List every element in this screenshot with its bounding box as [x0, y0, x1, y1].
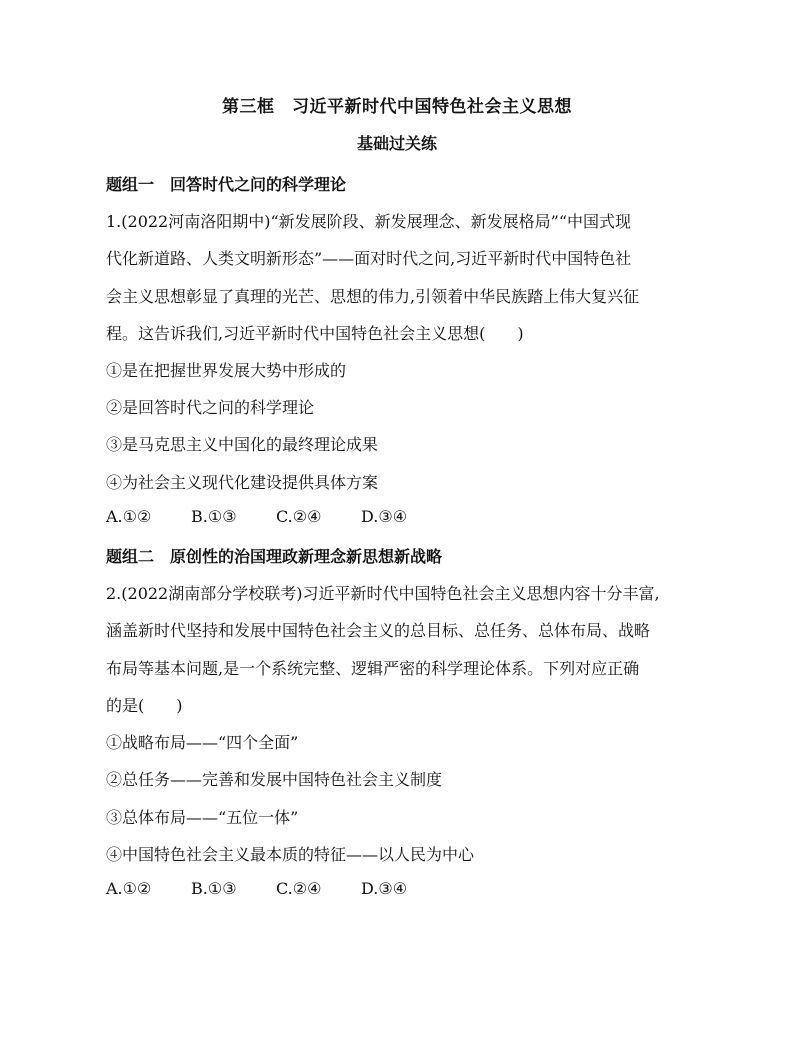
group-heading: 题组一 回答时代之问的科学理论 [106, 175, 347, 194]
choice-c: C.②④ [276, 879, 322, 898]
statement-item: ①是在把握世界发展大势中形成的 [106, 361, 347, 380]
page-subtitle: 基础过关练 [356, 134, 437, 153]
choice-a: A.①② [106, 507, 152, 526]
question-text-line: 1.(2022河南洛阳期中)“新发展阶段、新发展理念、新发展格局”“中国式现 [106, 212, 632, 231]
question-text-line: 布局等基本问题,是一个系统完整、逻辑严密的科学理论体系。下列对应正确 [106, 659, 640, 678]
statement-item: ②总任务——完善和发展中国特色社会主义制度 [106, 770, 443, 789]
question-text-line: 会主义思想彰显了真理的光芒、思想的伟力,引领着中华民族踏上伟大复兴征 [106, 287, 640, 306]
choice-b: B.①③ [191, 879, 237, 898]
question-text-line: 涵盖新时代坚持和发展中国特色社会主义的总目标、总任务、总体布局、战略 [106, 621, 651, 640]
question-text-line: 代化新道路、人类文明新形态”——面对时代之问,习近平新时代中国特色社 [106, 249, 632, 268]
choice-d: D.③④ [361, 507, 408, 526]
statement-item: ②是回答时代之问的科学理论 [106, 398, 315, 417]
statement-item: ④中国特色社会主义最本质的特征——以人民为中心 [106, 845, 475, 864]
statement-item: ①战略布局——“四个全面” [106, 733, 299, 752]
answer-choices [106, 879, 407, 898]
question-text-line: 2.(2022湖南部分学校联考)习近平新时代中国特色社会主义思想内容十分丰富, [106, 584, 660, 603]
choice-b: B.①③ [191, 507, 237, 526]
answer-choices [106, 507, 407, 526]
statement-item: ④为社会主义现代化建设提供具体方案 [106, 473, 379, 492]
choice-a: A.①② [106, 879, 152, 898]
question-text-line: 的是( ) [106, 696, 183, 715]
statement-item: ③是马克思主义中国化的最终理论成果 [106, 435, 379, 454]
group-heading: 题组二 原创性的治国理政新理念新思想新战略 [106, 547, 443, 566]
choice-d: D.③④ [361, 879, 408, 898]
choice-c: C.②④ [276, 507, 322, 526]
page-title: 第三框 习近平新时代中国特色社会主义思想 [222, 97, 572, 117]
statement-item: ③总体布局——“五位一体” [106, 808, 299, 827]
question-text-line: 程。这告诉我们,习近平新时代中国特色社会主义思想( ) [106, 324, 524, 343]
